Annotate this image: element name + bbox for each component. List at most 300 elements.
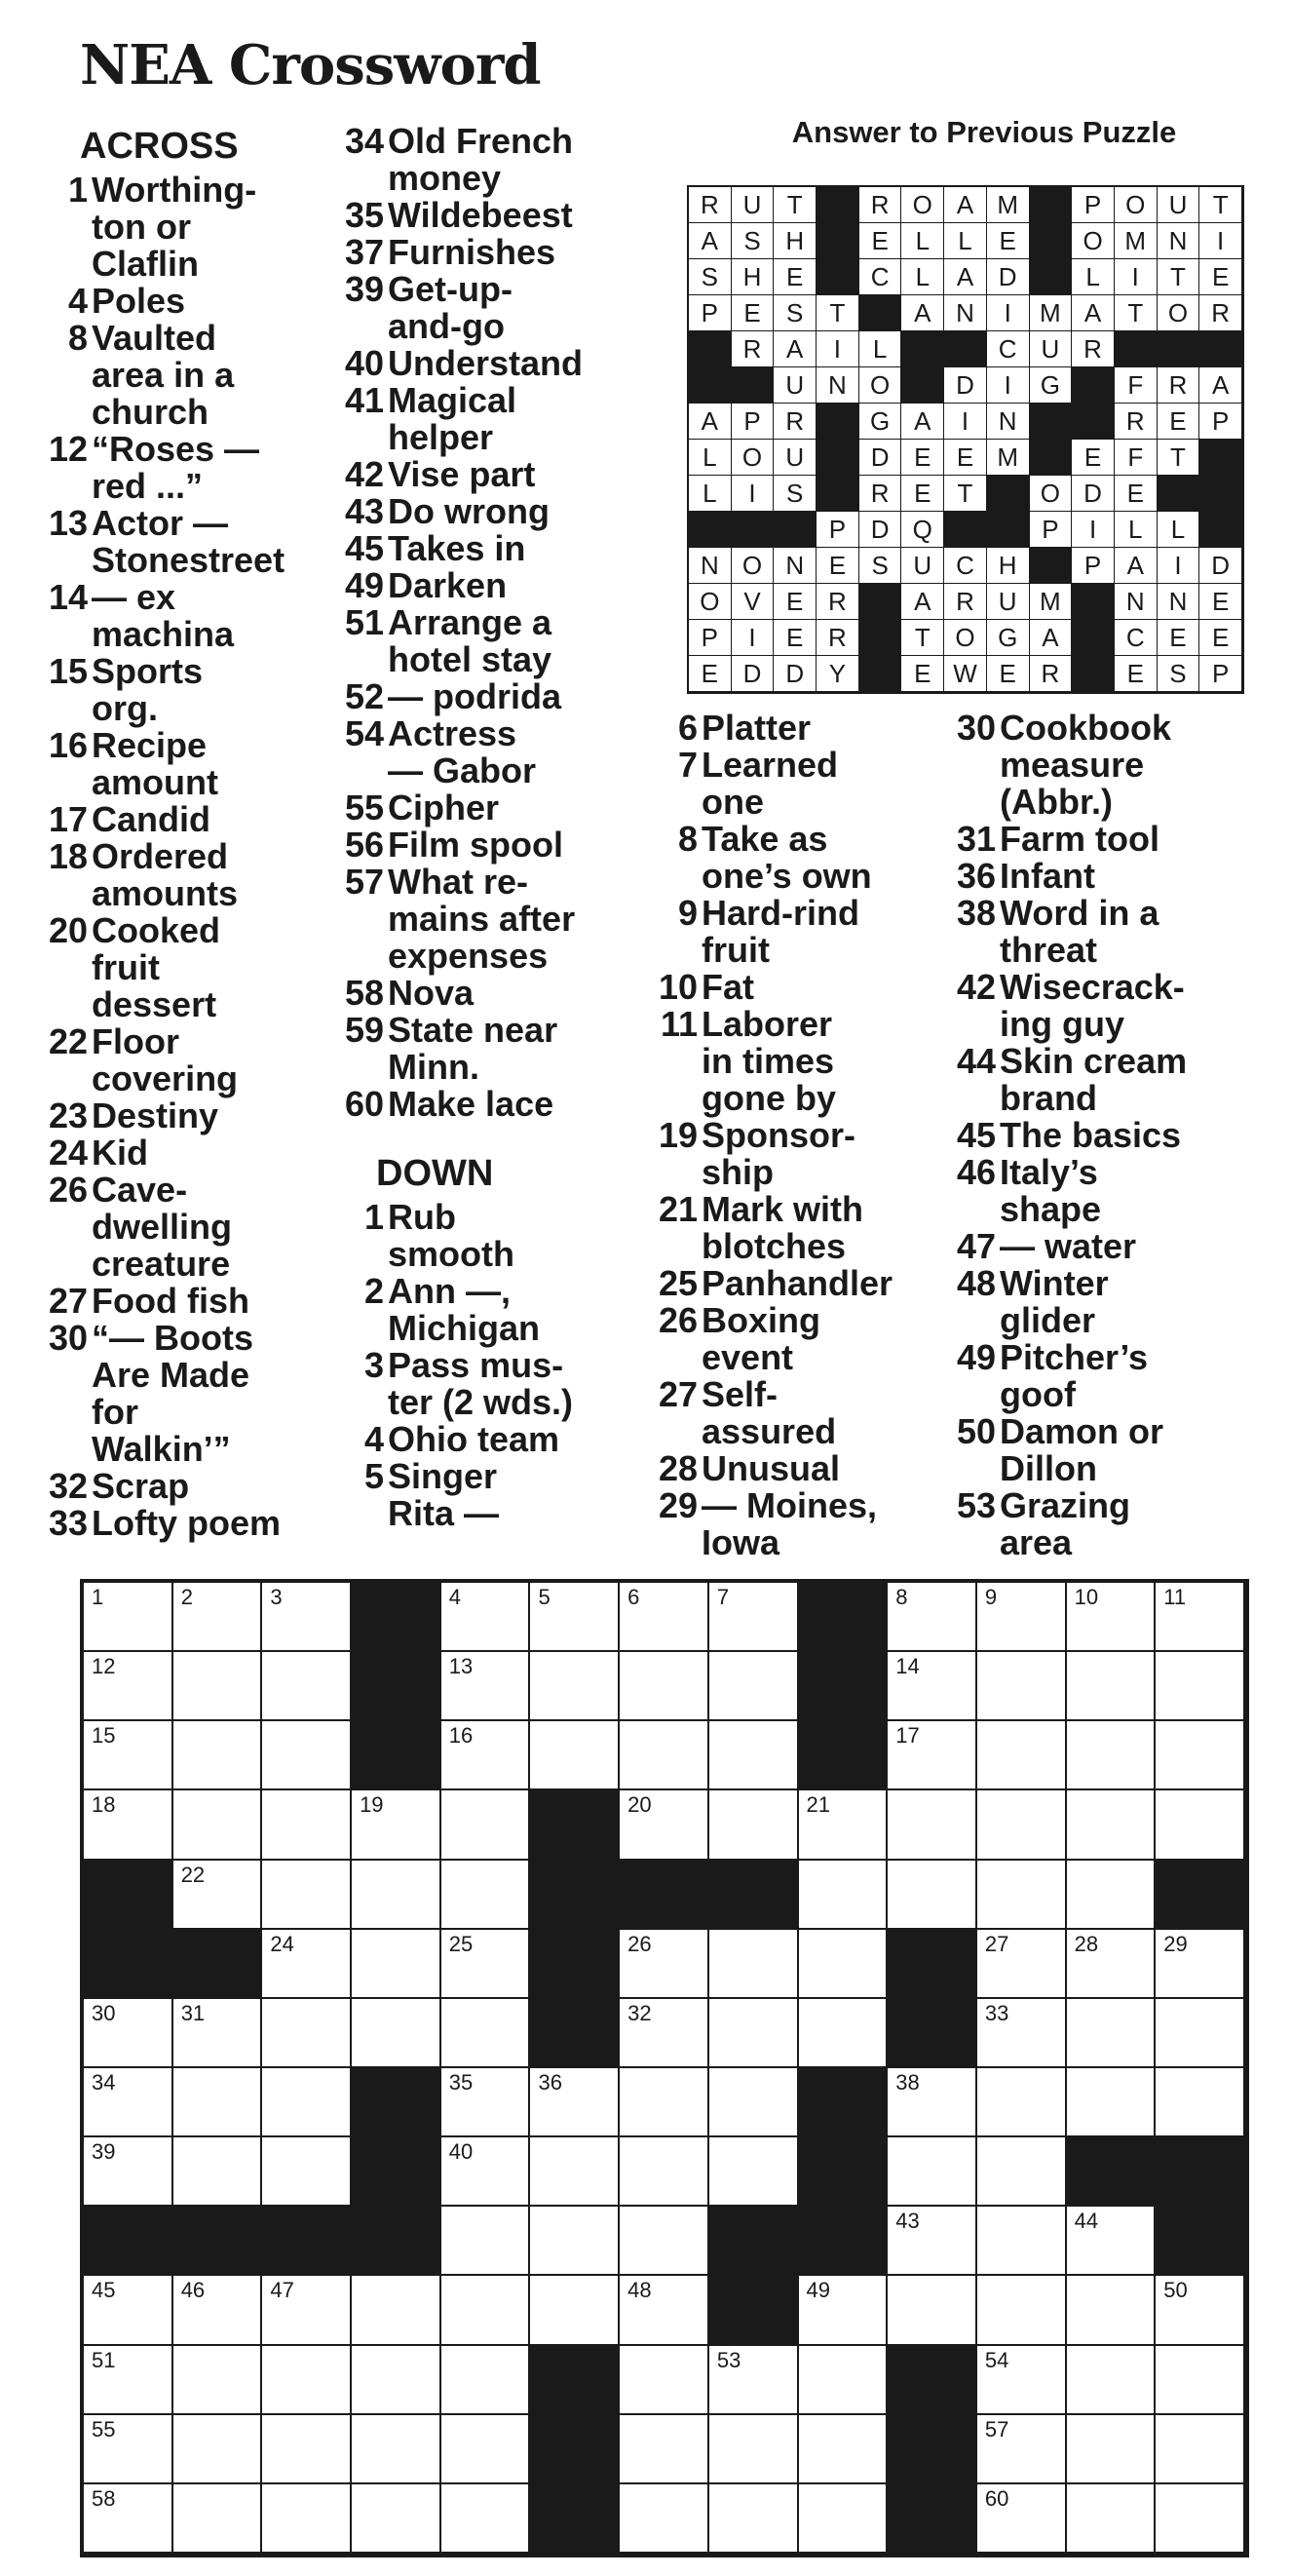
answer-cell[interactable] bbox=[352, 1930, 441, 1999]
page-title: NEA Crossword bbox=[80, 33, 541, 97]
answer-cell[interactable] bbox=[977, 1652, 1067, 1721]
clue-item bbox=[945, 895, 1286, 969]
answer-cell[interactable] bbox=[977, 1999, 1067, 2068]
prev-letter-cell: R bbox=[732, 331, 775, 367]
answer-cell[interactable] bbox=[84, 1721, 173, 1790]
prev-letter-cell: E bbox=[1158, 620, 1200, 656]
prev-letter-cell: U bbox=[987, 584, 1030, 620]
prev-letter-cell: O bbox=[732, 548, 775, 584]
prev-letter-cell: T bbox=[817, 295, 859, 331]
black-cell bbox=[709, 2207, 799, 2276]
cell-number: 19 bbox=[360, 1792, 384, 1818]
answer-cell[interactable] bbox=[84, 1583, 173, 1652]
answer-cell[interactable] bbox=[620, 2346, 709, 2415]
answer-cell[interactable] bbox=[352, 2346, 441, 2415]
across-heading: ACROSS bbox=[80, 126, 239, 167]
answer-cell[interactable] bbox=[173, 1652, 263, 1721]
answer-cell[interactable] bbox=[262, 1652, 352, 1721]
answer-cell[interactable] bbox=[977, 1721, 1067, 1790]
answer-cell[interactable] bbox=[620, 1790, 709, 1860]
clue-number: 56 bbox=[344, 825, 384, 865]
prev-letter-cell: E bbox=[901, 440, 944, 476]
prev-letter-cell: I bbox=[732, 620, 775, 656]
answer-cell[interactable] bbox=[173, 2415, 263, 2484]
black-cell bbox=[84, 1930, 173, 1999]
clue-number: 48 bbox=[956, 1263, 996, 1303]
answer-cell[interactable] bbox=[84, 2415, 173, 2484]
clue-item bbox=[333, 1273, 684, 1347]
clue-item bbox=[37, 801, 368, 838]
prev-letter-cell: G bbox=[1030, 367, 1073, 404]
clue-item bbox=[647, 895, 988, 969]
answer-cell[interactable] bbox=[1067, 1930, 1157, 1999]
prev-letter-cell: A bbox=[1072, 295, 1115, 331]
answer-cell[interactable] bbox=[441, 2276, 531, 2345]
previous-puzzle-grid bbox=[687, 185, 1244, 694]
clue-number: 59 bbox=[344, 1010, 384, 1050]
black-cell bbox=[352, 1652, 441, 1721]
black-cell bbox=[888, 2346, 977, 2415]
answer-cell[interactable] bbox=[620, 1652, 709, 1721]
answer-cell[interactable] bbox=[441, 1861, 531, 1930]
clue-text: Sponsor- ship bbox=[702, 1115, 855, 1192]
cell-number: 53 bbox=[716, 2347, 741, 2372]
prev-black-cell bbox=[859, 656, 902, 692]
prev-letter-cell: O bbox=[944, 620, 987, 656]
answer-cell[interactable] bbox=[84, 1652, 173, 1721]
answer-cell[interactable] bbox=[84, 2068, 173, 2137]
clue-text: Panhandler bbox=[702, 1263, 893, 1303]
black-cell bbox=[530, 1861, 620, 1930]
prev-letter-cell: L bbox=[901, 223, 944, 259]
answer-cell[interactable] bbox=[441, 2346, 531, 2415]
clue-number: 42 bbox=[956, 967, 996, 1007]
answer-cell[interactable] bbox=[441, 2415, 531, 2484]
answer-cell[interactable] bbox=[620, 1721, 709, 1790]
clue-text: Kid bbox=[92, 1133, 148, 1173]
answer-cell[interactable] bbox=[173, 1790, 263, 1860]
clue-number: 55 bbox=[344, 788, 384, 827]
prev-black-cell bbox=[817, 440, 859, 476]
prev-letter-cell: P bbox=[689, 295, 732, 331]
answer-cell[interactable] bbox=[977, 2068, 1067, 2137]
black-cell bbox=[799, 1583, 889, 1652]
answer-cell[interactable] bbox=[262, 1861, 352, 1930]
prev-letter-cell: D bbox=[774, 656, 817, 692]
prev-letter-cell: C bbox=[859, 259, 902, 295]
answer-cell[interactable] bbox=[799, 1930, 889, 1999]
prev-black-cell bbox=[1199, 331, 1242, 367]
answer-cell[interactable] bbox=[262, 2415, 352, 2484]
answer-cell[interactable] bbox=[530, 2207, 620, 2276]
prev-letter-cell: E bbox=[1199, 620, 1242, 656]
answer-cell[interactable] bbox=[977, 2207, 1067, 2276]
answer-cell[interactable] bbox=[352, 1790, 441, 1860]
answer-cell[interactable] bbox=[352, 1861, 441, 1930]
clue-column-4 bbox=[945, 710, 1286, 1561]
clue-text: What re- mains after expenses bbox=[388, 862, 576, 976]
clue-item bbox=[37, 320, 368, 431]
answer-cell[interactable] bbox=[888, 1652, 977, 1721]
prev-black-cell bbox=[987, 512, 1030, 548]
prev-letter-cell: E bbox=[689, 656, 732, 692]
clue-text: Cooked fruit dessert bbox=[92, 910, 221, 1024]
answer-cell[interactable] bbox=[620, 2207, 709, 2276]
cell-number: 34 bbox=[92, 2070, 116, 2095]
answer-cell[interactable] bbox=[173, 1721, 263, 1790]
clue-number: 22 bbox=[48, 1021, 88, 1061]
clue-text: Nova bbox=[388, 973, 475, 1013]
prev-letter-cell: E bbox=[732, 295, 775, 331]
cell-number: 10 bbox=[1074, 1585, 1099, 1609]
clue-number: 10 bbox=[658, 967, 698, 1007]
answer-cell[interactable] bbox=[1156, 2346, 1245, 2415]
prev-letter-cell: T bbox=[944, 476, 987, 512]
answer-cell[interactable] bbox=[1156, 2415, 1245, 2484]
answer-cell[interactable] bbox=[262, 2137, 352, 2207]
answer-cell[interactable] bbox=[352, 2276, 441, 2345]
answer-cell[interactable] bbox=[620, 1583, 709, 1652]
clue-text: Word in a threat bbox=[1000, 893, 1159, 970]
clue-text: Sports org. bbox=[92, 651, 204, 728]
cell-number: 1 bbox=[92, 1585, 104, 1609]
answer-cell[interactable] bbox=[709, 2068, 799, 2137]
clue-text: “Roses — red ...” bbox=[92, 429, 260, 506]
answer-cell[interactable] bbox=[888, 1583, 977, 1652]
answer-cell[interactable] bbox=[84, 2276, 173, 2345]
answer-cell[interactable] bbox=[799, 1790, 889, 1860]
answer-cell[interactable] bbox=[799, 2346, 889, 2415]
clue-text: Cipher bbox=[388, 788, 500, 827]
answer-cell[interactable] bbox=[977, 2346, 1067, 2415]
answer-cell[interactable] bbox=[888, 1790, 977, 1860]
prev-black-cell bbox=[1072, 620, 1115, 656]
answer-cell[interactable] bbox=[1067, 2346, 1157, 2415]
cell-number: 29 bbox=[1163, 1931, 1188, 1956]
answer-cell[interactable] bbox=[173, 1583, 263, 1652]
clue-item bbox=[333, 197, 684, 234]
answer-cell[interactable] bbox=[1156, 2068, 1245, 2137]
prev-black-cell bbox=[1199, 512, 1242, 548]
answer-cell[interactable] bbox=[352, 2415, 441, 2484]
answer-cell[interactable] bbox=[173, 2484, 263, 2554]
answer-cell[interactable] bbox=[441, 2137, 531, 2207]
clue-text: Wildebeest bbox=[388, 195, 573, 235]
clue-item bbox=[37, 1134, 368, 1172]
prev-letter-cell: U bbox=[774, 440, 817, 476]
cell-number: 33 bbox=[984, 2000, 1009, 2025]
answer-cell[interactable] bbox=[1067, 2484, 1157, 2554]
answer-cell[interactable] bbox=[1067, 2415, 1157, 2484]
answer-cell[interactable] bbox=[441, 2207, 531, 2276]
black-cell bbox=[530, 1930, 620, 1999]
answer-cell[interactable] bbox=[1156, 1930, 1245, 1999]
answer-cell[interactable] bbox=[530, 2137, 620, 2207]
answer-cell[interactable] bbox=[1156, 1790, 1245, 1860]
answer-cell[interactable] bbox=[352, 1999, 441, 2068]
answer-cell[interactable] bbox=[1156, 2484, 1245, 2554]
prev-black-cell bbox=[1199, 476, 1242, 512]
answer-cell[interactable] bbox=[977, 2484, 1067, 2554]
answer-cell[interactable] bbox=[709, 1583, 799, 1652]
answer-cell[interactable] bbox=[1067, 1861, 1157, 1930]
cell-number: 22 bbox=[180, 1862, 206, 1887]
answer-cell[interactable] bbox=[620, 1999, 709, 2068]
answer-cell[interactable] bbox=[530, 1583, 620, 1652]
answer-cell[interactable] bbox=[1067, 2276, 1157, 2345]
answer-cell[interactable] bbox=[530, 1652, 620, 1721]
answer-cell[interactable] bbox=[173, 1999, 263, 2068]
clue-text: Winter glider bbox=[1000, 1263, 1109, 1340]
answer-cell[interactable] bbox=[888, 2068, 977, 2137]
answer-cell[interactable] bbox=[1156, 1583, 1245, 1652]
answer-cell[interactable] bbox=[262, 1583, 352, 1652]
answer-cell[interactable] bbox=[84, 1790, 173, 1860]
answer-cell[interactable] bbox=[441, 2484, 531, 2554]
answer-cell[interactable] bbox=[709, 2137, 799, 2207]
cell-number: 16 bbox=[448, 1723, 474, 1749]
prev-letter-cell: R bbox=[859, 476, 902, 512]
answer-cell[interactable] bbox=[977, 1930, 1067, 1999]
answer-cell[interactable] bbox=[620, 2276, 709, 2345]
cell-number: 51 bbox=[92, 2347, 116, 2372]
answer-cell[interactable] bbox=[888, 1721, 977, 1790]
clue-item bbox=[647, 969, 988, 1006]
answer-cell[interactable] bbox=[441, 1790, 531, 1860]
clue-text: Arrange a hotel stay bbox=[388, 602, 552, 679]
clue-number: 33 bbox=[48, 1503, 88, 1543]
answer-cell[interactable] bbox=[888, 2137, 977, 2207]
clue-number: 34 bbox=[344, 121, 384, 161]
prev-letter-cell: E bbox=[1199, 259, 1242, 295]
black-cell bbox=[799, 2137, 889, 2207]
clue-text: Worthing- ton or Claflin bbox=[92, 170, 257, 284]
cell-number: 2 bbox=[180, 1585, 193, 1609]
cell-number: 60 bbox=[984, 2485, 1009, 2511]
answer-cell[interactable] bbox=[1067, 2207, 1157, 2276]
cell-number: 15 bbox=[92, 1723, 116, 1749]
answer-cell[interactable] bbox=[888, 2207, 977, 2276]
clue-item bbox=[37, 653, 368, 727]
answer-cell[interactable] bbox=[441, 1721, 531, 1790]
answer-cell[interactable] bbox=[709, 1652, 799, 1721]
clue-number: 45 bbox=[344, 528, 384, 568]
answer-cell[interactable] bbox=[709, 2484, 799, 2554]
clue-item bbox=[945, 1043, 1286, 1117]
answer-cell[interactable] bbox=[173, 2276, 263, 2345]
answer-cell[interactable] bbox=[530, 1721, 620, 1790]
answer-cell[interactable] bbox=[262, 2346, 352, 2415]
prev-letter-cell: P bbox=[1030, 512, 1073, 548]
answer-cell[interactable] bbox=[1067, 1790, 1157, 1860]
black-cell bbox=[888, 2484, 977, 2554]
black-cell bbox=[799, 1721, 889, 1790]
answer-cell[interactable] bbox=[977, 2415, 1067, 2484]
cell-number: 27 bbox=[984, 1931, 1009, 1956]
answer-cell[interactable] bbox=[173, 2137, 263, 2207]
answer-cell[interactable] bbox=[262, 1721, 352, 1790]
black-cell bbox=[799, 1652, 889, 1721]
prev-letter-cell: C bbox=[1115, 620, 1158, 656]
cell-number: 54 bbox=[984, 2347, 1009, 2372]
clue-text: Fat bbox=[702, 967, 754, 1007]
prev-letter-cell: E bbox=[774, 584, 817, 620]
clue-item bbox=[333, 456, 684, 493]
clue-text: Infant bbox=[1000, 856, 1095, 896]
clue-item bbox=[333, 1086, 684, 1123]
clue-text: Pass mus- ter (2 wds.) bbox=[388, 1345, 574, 1422]
prev-letter-cell: O bbox=[689, 584, 732, 620]
answer-cell[interactable] bbox=[530, 2276, 620, 2345]
prev-letter-cell: S bbox=[859, 548, 902, 584]
answer-cell[interactable] bbox=[977, 1790, 1067, 1860]
answer-cell[interactable] bbox=[799, 1999, 889, 2068]
prev-letter-cell: I bbox=[987, 295, 1030, 331]
answer-cell[interactable] bbox=[1156, 1652, 1245, 1721]
prev-letter-cell: V bbox=[732, 584, 775, 620]
cell-number: 3 bbox=[270, 1585, 283, 1609]
prev-black-cell bbox=[859, 295, 902, 331]
answer-cell[interactable] bbox=[620, 2415, 709, 2484]
clue-number: 8 bbox=[67, 318, 88, 358]
answer-cell[interactable] bbox=[977, 1583, 1067, 1652]
cell-number: 28 bbox=[1074, 1931, 1099, 1956]
clue-text: Unusual bbox=[702, 1448, 841, 1488]
cell-number: 47 bbox=[270, 2278, 294, 2303]
clue-text: Magical helper bbox=[388, 380, 517, 457]
answer-cell[interactable] bbox=[173, 1861, 263, 1930]
clue-number: 42 bbox=[344, 454, 384, 494]
answer-cell[interactable] bbox=[977, 2137, 1067, 2207]
answer-cell[interactable] bbox=[262, 2484, 352, 2554]
answer-cell[interactable] bbox=[1156, 1999, 1245, 2068]
answer-cell[interactable] bbox=[1067, 1583, 1157, 1652]
prev-letter-cell: E bbox=[1158, 404, 1200, 440]
answer-cell[interactable] bbox=[262, 1790, 352, 1860]
clue-item bbox=[37, 838, 368, 912]
answer-cell[interactable] bbox=[799, 2484, 889, 2554]
answer-cell[interactable] bbox=[709, 1790, 799, 1860]
answer-cell[interactable] bbox=[709, 2415, 799, 2484]
answer-cell[interactable] bbox=[1156, 1721, 1245, 1790]
prev-black-cell bbox=[1030, 404, 1073, 440]
answer-cell[interactable] bbox=[709, 1999, 799, 2068]
answer-cell[interactable] bbox=[1067, 1999, 1157, 2068]
answer-cell[interactable] bbox=[441, 1583, 531, 1652]
answer-cell[interactable] bbox=[84, 2484, 173, 2554]
answer-cell[interactable] bbox=[709, 2346, 799, 2415]
answer-cell[interactable] bbox=[1067, 1721, 1157, 1790]
answer-cell[interactable] bbox=[441, 1999, 531, 2068]
answer-cell[interactable] bbox=[888, 1861, 977, 1930]
prev-letter-cell: I bbox=[1115, 259, 1158, 295]
answer-cell[interactable] bbox=[620, 2068, 709, 2137]
answer-cell[interactable] bbox=[173, 2346, 263, 2415]
clue-text: — Moines, Iowa bbox=[702, 1485, 878, 1562]
cell-number: 44 bbox=[1074, 2209, 1099, 2234]
prev-black-cell bbox=[817, 476, 859, 512]
clue-number: 31 bbox=[956, 819, 996, 859]
clue-item bbox=[647, 821, 988, 895]
answer-cell[interactable] bbox=[620, 2484, 709, 2554]
cell-number: 35 bbox=[448, 2070, 474, 2095]
prev-letter-cell: M bbox=[987, 440, 1030, 476]
clue-number: 26 bbox=[658, 1300, 698, 1340]
answer-cell[interactable] bbox=[84, 2346, 173, 2415]
answer-cell[interactable] bbox=[799, 2276, 889, 2345]
black-cell bbox=[262, 2207, 352, 2276]
cell-number: 4 bbox=[448, 1585, 462, 1609]
black-cell bbox=[530, 2484, 620, 2554]
clue-number: 37 bbox=[344, 232, 384, 272]
answer-cell[interactable] bbox=[977, 1861, 1067, 1930]
clue-text: “— Boots Are Made for Walkin’” bbox=[92, 1318, 253, 1469]
black-cell bbox=[530, 2415, 620, 2484]
answer-cell[interactable] bbox=[441, 1930, 531, 1999]
prev-letter-cell: A bbox=[689, 223, 732, 259]
answer-cell[interactable] bbox=[84, 1999, 173, 2068]
clue-item bbox=[647, 1265, 988, 1302]
cell-number: 43 bbox=[895, 2209, 920, 2234]
answer-cell[interactable] bbox=[441, 1652, 531, 1721]
cell-number: 55 bbox=[92, 2416, 116, 2441]
answer-cell[interactable] bbox=[1067, 2068, 1157, 2137]
clue-item bbox=[945, 1413, 1286, 1487]
answer-cell[interactable] bbox=[977, 2276, 1067, 2345]
prev-letter-cell: A bbox=[944, 187, 987, 223]
answer-cell[interactable] bbox=[620, 1930, 709, 1999]
answer-cell[interactable] bbox=[888, 2276, 977, 2345]
answer-cell[interactable] bbox=[620, 2137, 709, 2207]
answer-cell[interactable] bbox=[262, 1999, 352, 2068]
answer-cell[interactable] bbox=[530, 2068, 620, 2137]
cell-number: 39 bbox=[92, 2139, 116, 2165]
answer-cell[interactable] bbox=[1156, 2276, 1245, 2345]
answer-cell[interactable] bbox=[799, 2415, 889, 2484]
answer-cell[interactable] bbox=[441, 2068, 531, 2137]
clue-item bbox=[37, 505, 368, 579]
clue-number: 15 bbox=[48, 651, 88, 691]
answer-cell[interactable] bbox=[262, 2068, 352, 2137]
answer-cell[interactable] bbox=[262, 2276, 352, 2345]
answer-cell[interactable] bbox=[262, 1930, 352, 1999]
prev-black-cell bbox=[732, 367, 775, 404]
answer-cell[interactable] bbox=[709, 1930, 799, 1999]
prev-letter-cell: E bbox=[901, 476, 944, 512]
prev-letter-cell: R bbox=[817, 584, 859, 620]
answer-cell[interactable] bbox=[84, 2137, 173, 2207]
clue-number: 38 bbox=[956, 893, 996, 933]
answer-cell[interactable] bbox=[352, 2484, 441, 2554]
black-cell bbox=[530, 1999, 620, 2068]
prev-black-cell bbox=[817, 187, 859, 223]
cell-number: 25 bbox=[448, 1931, 474, 1956]
clue-item bbox=[333, 345, 684, 382]
prev-letter-cell: T bbox=[1158, 440, 1200, 476]
clue-text: — podrida bbox=[388, 676, 561, 716]
prev-letter-cell: L bbox=[689, 476, 732, 512]
answer-cell[interactable] bbox=[173, 2068, 263, 2137]
black-cell bbox=[1156, 2207, 1245, 2276]
clue-item bbox=[333, 864, 684, 975]
clue-text: Understand bbox=[388, 343, 584, 383]
answer-cell[interactable] bbox=[709, 1721, 799, 1790]
answer-cell[interactable] bbox=[1067, 1652, 1157, 1721]
prev-black-cell bbox=[817, 404, 859, 440]
clue-item bbox=[37, 1468, 368, 1505]
prev-letter-cell: S bbox=[1158, 656, 1200, 692]
answer-cell[interactable] bbox=[799, 1861, 889, 1930]
